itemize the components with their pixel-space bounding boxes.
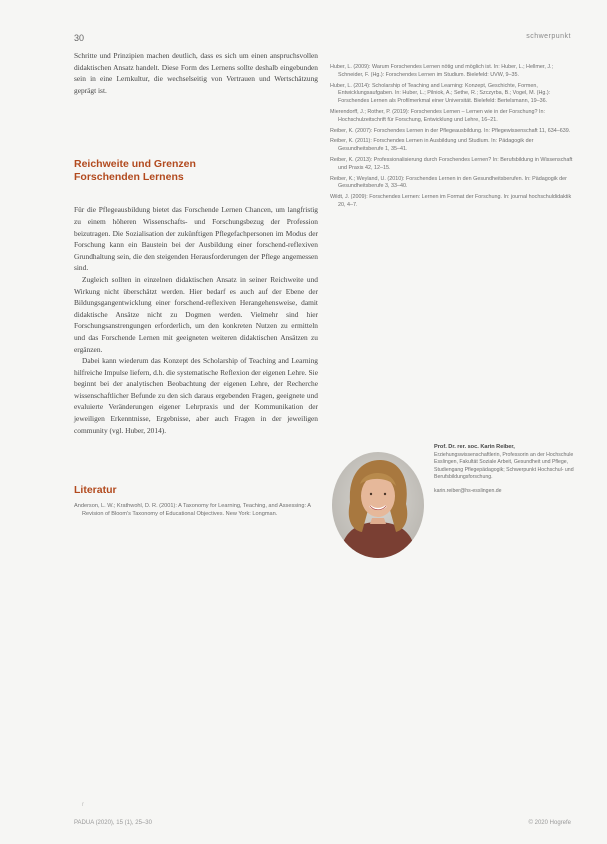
- reference-item: Reiber, K. (2007): Forschendes Lernen in der Pflegeausbildung. In: Pflegewissenschaft 11, 634–639.: [330, 127, 571, 134]
- left-references: [74, 503, 318, 519]
- right-column-references: [330, 64, 576, 213]
- body-paragraph-2: Zugleich sollten in einzelnen didaktischen Ansatz in seiner Reichweite und Wirkung nicht überschätzt werden. Hier bedarf es auch auf der Ebene der Bildungsgangentwicklung einer forschend-reflexiven Herangehensweise, damit didaktische Ansätze nicht zu Dogmen werden. Vielmehr sind hier Forschungsanstrengungen erforderlich, um den konkreten Nutzen zu ermitteln und das Forschende Lernen mit geeigneten weiteren didaktischen Ansätzen zu ergänzen.: [74, 274, 318, 354]
- author-description: Erziehungswissenschaftlerin, Professorin an der Hochschule Esslingen, Fakultät Soziale Arbeit, Gesundheit und Pflege, Studiengang Pflegepädagogik; Schwerpunkt Hochschul- und Berufsbildungsforschung.: [434, 451, 574, 481]
- body-paragraph-1: Für die Pflegeausbildung bietet das Forschende Lernen Chancen, um langfristig zu einem höheren Wissenschafts- und Forschungsbezug der Profession beizutragen. Die Sozialisation der zukünftigen Pflegefachpersonen im Modus der Forschung kann ein Baustein bei der Ausbildung einer forschend-reflexiven Grundhaltung sein, die den steigenden Herausforderungen der Pflege angemessen sind.: [74, 205, 318, 273]
- footer-mark: r: [82, 802, 84, 808]
- reference-item: Mierendorff, J.; Rother, P. (2019): Forschendes Lernen – Lernen wie in der Forschung? In: Hochschulzeitschrift für Forschung, Entwicklung und Lehre, 16–21.: [330, 108, 545, 123]
- page-number: 30: [74, 33, 85, 43]
- section-heading-line1: Reichweite und Grenzen: [74, 158, 196, 171]
- reference-item: Reiber, K. (2013): Professionalisierung durch Forschendes Lernen? In: Berufsbildung in Wissenschaft und Praxis 42, 12–15.: [330, 156, 573, 171]
- author-photo: [330, 450, 426, 560]
- reference-item: Reiber, K. (2011): Forschendes Lernen in Ausbildung und Studium. In: Pädagogik der Gesundheitsberufe 1, 35–41.: [330, 138, 534, 153]
- footer-citation: PADUA (2020), 15 (1), 25–30: [74, 820, 152, 826]
- literature-heading: Literatur: [74, 484, 117, 497]
- reference-item: Reiber, K.; Weyland, U. (2010): Forschendes Lernen in den Gesundheitsberufen. In: Pädagogik der Gesundheitsberufe 3, 33–40.: [330, 175, 567, 190]
- reference-item: Anderson, L. W.; Krathwohl, D. R. (2001): A Taxonomy for Learning, Teaching, and Assessing: A Revision of Bloom's Taxonomy of Educational Objectives. New York: Longman.: [74, 503, 311, 518]
- reference-item: Wildt, J. (2009): Forschendes Lernen: Lernen im Format der Forschung. In: journal hochschuldidaktik 20, 4–7.: [330, 194, 572, 208]
- reference-item: Huber, L. (2014): Scholarship of Teaching and Learning: Konzept, Geschichte, Formen, Entwicklungsaufgaben. In: Huber, L.; Pilniok, A.; Sethe, R.; Szczyrba, B.; Vogel, M. (Hg.): Forschendes Lernen als Profilmerkmal einer Universität. Bielefeld: Bertelsmann, 19–36.: [330, 82, 551, 105]
- section-heading-line2: Forschenden Lernens: [74, 171, 184, 184]
- running-head: schwerpunkt: [526, 33, 571, 40]
- author-name: Prof. Dr. rer. soc. Karin Reiber,: [434, 444, 515, 450]
- section-heading: [74, 158, 318, 184]
- author-profile: [330, 444, 580, 564]
- author-bio: [434, 444, 580, 496]
- author-email[interactable]: karin.reiber@hs-esslingen.de: [434, 487, 502, 494]
- intro-paragraph: Schritte und Prinzipien machen deutlich, dass es sich um einen anspruchsvollen didaktischen Ansatz handelt. Diese Form des Lernens sollte deshalb eingebunden sein in eine Lernkultur, die wechselseitig von Vertrauen und Wertschätzung geprägt ist.: [74, 51, 318, 95]
- footer-publisher: © 2020 Hogrefe: [528, 820, 571, 826]
- body-paragraph-3: Dabei kann wiederum das Konzept des Scholarship of Teaching and Learning hilfreiche Impulse liefern, d.h. die systematische Reflexion der eigenen Lehre. Sie beginnt bei der analytischen Beobachtung der eigenen Lehre, der Recherche wissenschaftlicher Befunde zu den sich daraus ergebenden Fragen, geeignete und evaluierte Veränderungen eigener Lehrpraxis und der Kommunikation der jeweiligen Erkenntnisse, Ergebnisse, aber auch Fragen in der jeweiligen community (vgl. Huber, 2014).: [74, 356, 318, 435]
- reference-item: Huber, L. (2009): Warum Forschendes Lernen nötig und möglich ist. In: Huber, L.; Hellmer, J.; Schneider, F. (Hg.): Forschendes Lernen im Studium. Bielefeld: UVW, 9–35.: [330, 64, 554, 78]
- left-column: [74, 50, 318, 522]
